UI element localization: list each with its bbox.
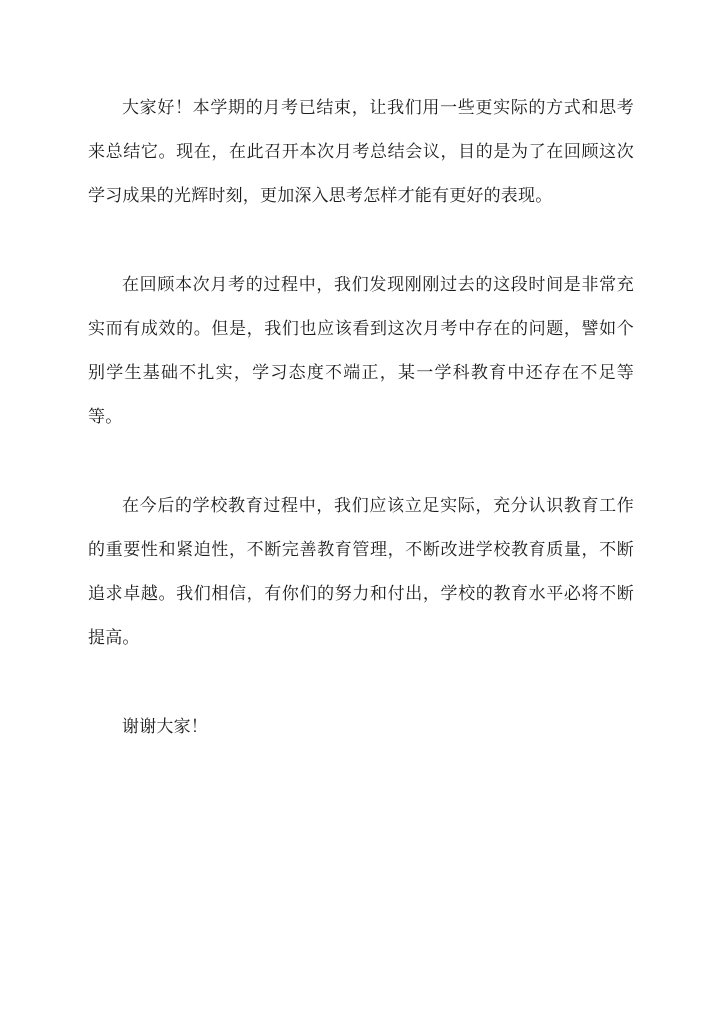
paragraph-opening: 大家好！本学期的月考已结束，让我们用一些更实际的方式和思考来总结它。现在，在此召开本次月考总结会议，目的是为了在回顾这次学习成果的光辉时刻，更加深入思考怎样才能有更好的表现。 [88, 98, 634, 206]
paragraph-closing: 谢谢大家！ [122, 717, 208, 737]
document-body [88, 86, 634, 749]
paragraph-review: 在回顾本次月考的过程中，我们发现刚刚过去的这段时间是非常充实而有成效的。但是，我们也应该看到这次月考中存在的问题，譬如个别学生基础不扎实，学习态度不端正，某一学科教育中还存在不足等等。 [88, 275, 634, 427]
paragraph-outlook: 在今后的学校教育过程中，我们应该立足实际，充分认识教育工作的重要性和紧迫性，不断完善教育管理，不断改进学校教育质量，不断追求卓越。我们相信，有你们的努力和付出，学校的教育水平必将不断提高。 [88, 496, 634, 648]
